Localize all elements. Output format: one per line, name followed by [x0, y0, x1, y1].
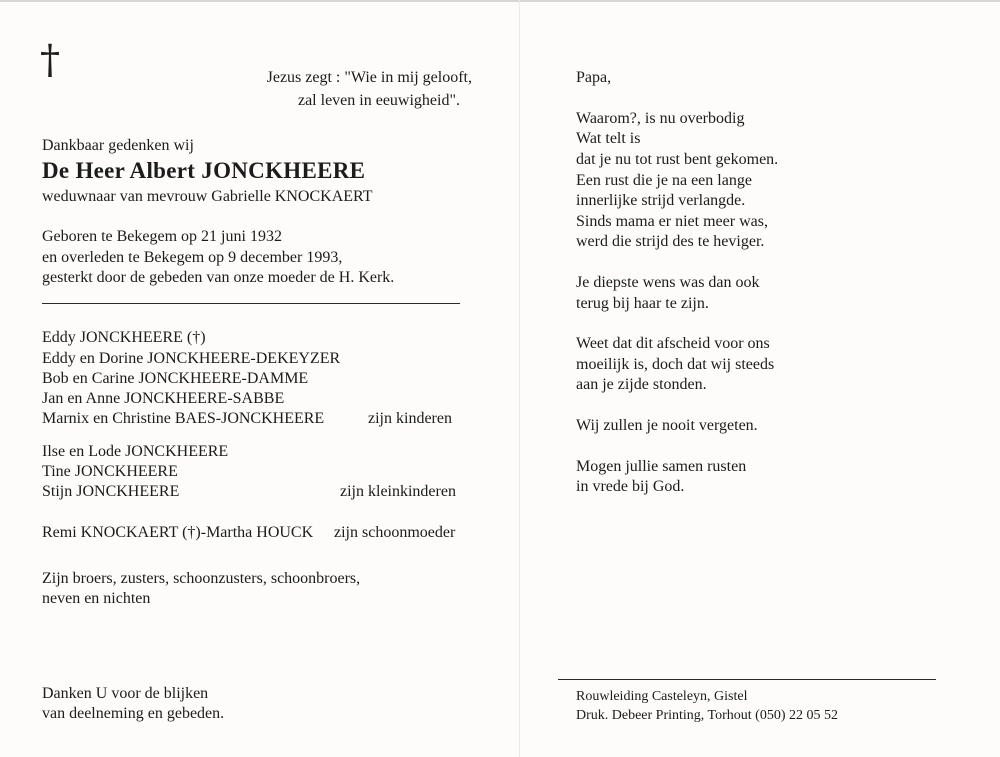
- children-label: zijn kinderen: [368, 410, 452, 427]
- poem-line: moeilijk is, doch dat wij steeds: [576, 356, 775, 373]
- grandchild-item: Ilse en Lode JONCKHEERE: [42, 443, 229, 460]
- poem-line: Een rust die je na een lange: [576, 172, 752, 189]
- printer-info: Druk. Debeer Printing, Torhout (050) 22 05 52: [576, 708, 839, 723]
- poem-line: Mogen jullie samen rusten: [576, 458, 747, 475]
- widower-line: weduwnaar van mevrouw Gabrielle KNOCKAERT: [42, 188, 373, 205]
- deceased-name: De Heer Albert JONCKHEERE: [42, 158, 366, 183]
- page-edge: [0, 0, 1000, 2]
- birth-line: Geboren te Bekegem op 21 juni 1932: [42, 228, 282, 245]
- poem-line: werd die strijd des te heviger.: [576, 233, 765, 250]
- poem-line: Je diepste wens was dan ook: [576, 274, 760, 291]
- mother-in-law: Remi KNOCKAERT (†)-Martha HOUCK: [42, 524, 314, 541]
- death-line: en overleden te Bekegem op 9 december 1993,: [42, 249, 343, 266]
- family-line-1: Zijn broers, zusters, schoonzusters, schoonbroers,: [42, 570, 361, 587]
- poem-line: Weet dat dit afscheid voor ons: [576, 335, 770, 352]
- family-line-2: neven en nichten: [42, 590, 151, 607]
- child-item: Eddy JONCKHEERE (†): [42, 329, 206, 346]
- poem-line: dat je nu tot rust bent gekomen.: [576, 151, 779, 168]
- cross-icon: †: [40, 37, 60, 83]
- child-item: Marnix en Christine BAES-JONCKHEERE: [42, 410, 325, 427]
- intro-text: Dankbaar gedenken wij: [42, 137, 194, 154]
- poem-line: terug bij haar te zijn.: [576, 295, 709, 312]
- funeral-director: Rouwleiding Casteleyn, Gistel: [576, 689, 748, 704]
- child-item: Jan en Anne JONCKHEERE-SABBE: [42, 390, 285, 407]
- church-line: gesterkt door de gebeden van onze moeder de H. Kerk.: [42, 269, 395, 286]
- grandchild-item: Tine JONCKHEERE: [42, 463, 178, 480]
- card-fold: [519, 0, 520, 757]
- poem-line: Waarom?, is nu overbodig: [576, 110, 745, 127]
- child-item: Eddy en Dorine JONCKHEERE-DEKEYZER: [42, 350, 341, 367]
- poem-line: aan je zijde stonden.: [576, 376, 707, 393]
- divider-left: [42, 303, 460, 304]
- quote-line-1: Jezus zegt : "Wie in mij gelooft,: [266, 69, 472, 86]
- child-item: Bob en Carine JONCKHEERE-DAMME: [42, 370, 309, 387]
- grandchild-item: Stijn JONCKHEERE: [42, 483, 180, 500]
- thanks-line-2: van deelneming en gebeden.: [42, 705, 225, 722]
- poem-line: Wij zullen je nooit vergeten.: [576, 417, 758, 434]
- quote-line-2: zal leven in eeuwigheid".: [297, 92, 460, 109]
- poem-line: innerlijke strijd verlangde.: [576, 192, 746, 209]
- salutation: Papa,: [576, 69, 612, 86]
- thanks-line-1: Danken U voor de blijken: [42, 685, 209, 702]
- grandchildren-label: zijn kleinkinderen: [340, 483, 456, 500]
- divider-right: [558, 679, 936, 680]
- poem-line: Wat telt is: [576, 130, 641, 147]
- mother-in-law-label: zijn schoonmoeder: [334, 524, 456, 541]
- poem-line: in vrede bij God.: [576, 478, 685, 495]
- poem-line: Sinds mama er niet meer was,: [576, 213, 768, 230]
